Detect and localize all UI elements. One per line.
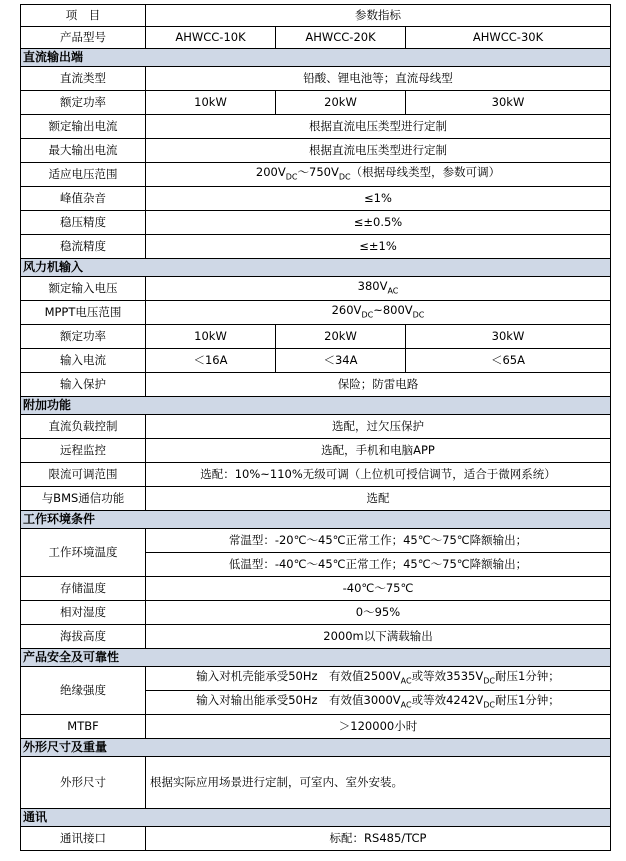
model-10k: AHWCC-10K	[146, 27, 276, 49]
wind-protection-value: 保险；防雷电路	[146, 373, 611, 397]
section-extra: 附加功能	[21, 397, 611, 415]
extra-remote-label: 远程监控	[21, 439, 146, 463]
extra-load-control-label: 直流负载控制	[21, 415, 146, 439]
model-20k: AHWCC-20K	[276, 27, 406, 49]
header-row	[21, 5, 611, 27]
dc-power-30k: 30kW	[406, 91, 611, 115]
dim-size-label: 外形尺寸	[21, 757, 146, 809]
dc-type-label: 直流类型	[21, 67, 146, 91]
env-temp-label: 工作环境温度	[21, 529, 146, 577]
extra-bms-value: 选配	[146, 487, 611, 511]
wind-mppt-value: $260V_{DC}\sim 800V_{DC}$	[146, 301, 611, 325]
wind-power-label: 额定功率	[21, 325, 146, 349]
model-30k: AHWCC-30K	[406, 27, 611, 49]
extra-load-control-value: 选配，过欠压保护	[146, 415, 611, 439]
dc-current-accuracy-value: ≤±1%	[146, 235, 611, 259]
extra-bms-label: 与BMS通信功能	[21, 487, 146, 511]
env-storage-label: 存储温度	[21, 577, 146, 601]
wind-current-label: 输入电流	[21, 349, 146, 373]
dc-voltage-range-value: $200V_{DC}\sim 750V_{DC}$（根据母线类型，参数可调）	[146, 163, 611, 187]
section-dc-output: 直流输出端	[21, 49, 611, 67]
dc-max-current-value: 根据直流电压类型进行定制	[146, 139, 611, 163]
dc-ripple-label: 峰值杂音	[21, 187, 146, 211]
header-params: 参数指标	[146, 5, 611, 27]
extra-limit-range-value: 选配：10%~110%无级可调（上位机可授信调节，适合于微网系统）	[146, 463, 611, 487]
dc-rated-current-value: 根据直流电压类型进行定制	[146, 115, 611, 139]
wind-power-30k: 30kW	[406, 325, 611, 349]
comms-interface-value: 标配：RS485/TCP	[146, 827, 611, 851]
dc-rated-current-label: 额定输出电流	[21, 115, 146, 139]
dc-voltage-accuracy-label: 稳压精度	[21, 211, 146, 235]
header-item: 项 目	[21, 5, 146, 27]
dc-power-label: 额定功率	[21, 91, 146, 115]
wind-current-30k: ＜65A	[406, 349, 611, 373]
dc-current-accuracy-label: 稳流精度	[21, 235, 146, 259]
dc-power-10k: 10kW	[146, 91, 276, 115]
extra-remote-value: 选配，手机和电脑APP	[146, 439, 611, 463]
safety-mtbf-value: ＞120000小时	[146, 715, 611, 739]
dc-power-20k: 20kW	[276, 91, 406, 115]
env-humidity-value: 0～95%	[146, 601, 611, 625]
env-humidity-label: 相对湿度	[21, 601, 146, 625]
comms-interface-label: 通讯接口	[21, 827, 146, 851]
safety-insulation-label: 绝缘强度	[21, 667, 146, 715]
section-safety: 产品安全及可靠性	[21, 649, 611, 667]
env-temp-low: 低温型：-40℃～45℃正常工作；45℃～75℃降额输出；	[146, 553, 611, 577]
wind-mppt-label: MPPT电压范围	[21, 301, 146, 325]
env-altitude-label: 海拔高度	[21, 625, 146, 649]
safety-mtbf-label: MTBF	[21, 715, 146, 739]
wind-power-20k: 20kW	[276, 325, 406, 349]
section-wind-input: 风力机输入	[21, 259, 611, 277]
section-comms: 通讯	[21, 809, 611, 827]
extra-limit-range-label: 限流可调范围	[21, 463, 146, 487]
model-row	[21, 27, 611, 49]
wind-power-10k: 10kW	[146, 325, 276, 349]
safety-insulation-line2: 输入对输出能承受50Hz 有效值$3000V_{AC}$或等效$4242V_{DC}$耐压1分钟；	[146, 691, 611, 715]
dim-size-value: 根据实际应用场景进行定制，可室内、室外安装。	[146, 757, 611, 809]
wind-current-20k: ＜34A	[276, 349, 406, 373]
section-environment: 工作环境条件	[21, 511, 611, 529]
wind-rated-voltage-value: $380V_{AC}$	[146, 277, 611, 301]
dc-voltage-accuracy-value: ≤±0.5%	[146, 211, 611, 235]
wind-current-10k: ＜16A	[146, 349, 276, 373]
env-altitude-value: 2000m以下满载输出	[146, 625, 611, 649]
model-label: 产品型号	[21, 27, 146, 49]
dc-max-current-label: 最大输出电流	[21, 139, 146, 163]
safety-insulation-line1: 输入对机壳能承受50Hz 有效值$2500V_{AC}$或等效$3535V_{DC}$耐压1分钟；	[146, 667, 611, 691]
env-temp-normal: 常温型：-20℃～45℃正常工作；45℃～75℃降额输出；	[146, 529, 611, 553]
wind-rated-voltage-label: 额定输入电压	[21, 277, 146, 301]
spec-table	[20, 4, 611, 851]
dc-ripple-value: ≤1%	[146, 187, 611, 211]
section-dimensions: 外形尺寸及重量	[21, 739, 611, 757]
env-storage-value: -40℃～75℃	[146, 577, 611, 601]
dc-voltage-range-label: 适应电压范围	[21, 163, 146, 187]
wind-protection-label: 输入保护	[21, 373, 146, 397]
dc-type-value: 铅酸、锂电池等；直流母线型	[146, 67, 611, 91]
